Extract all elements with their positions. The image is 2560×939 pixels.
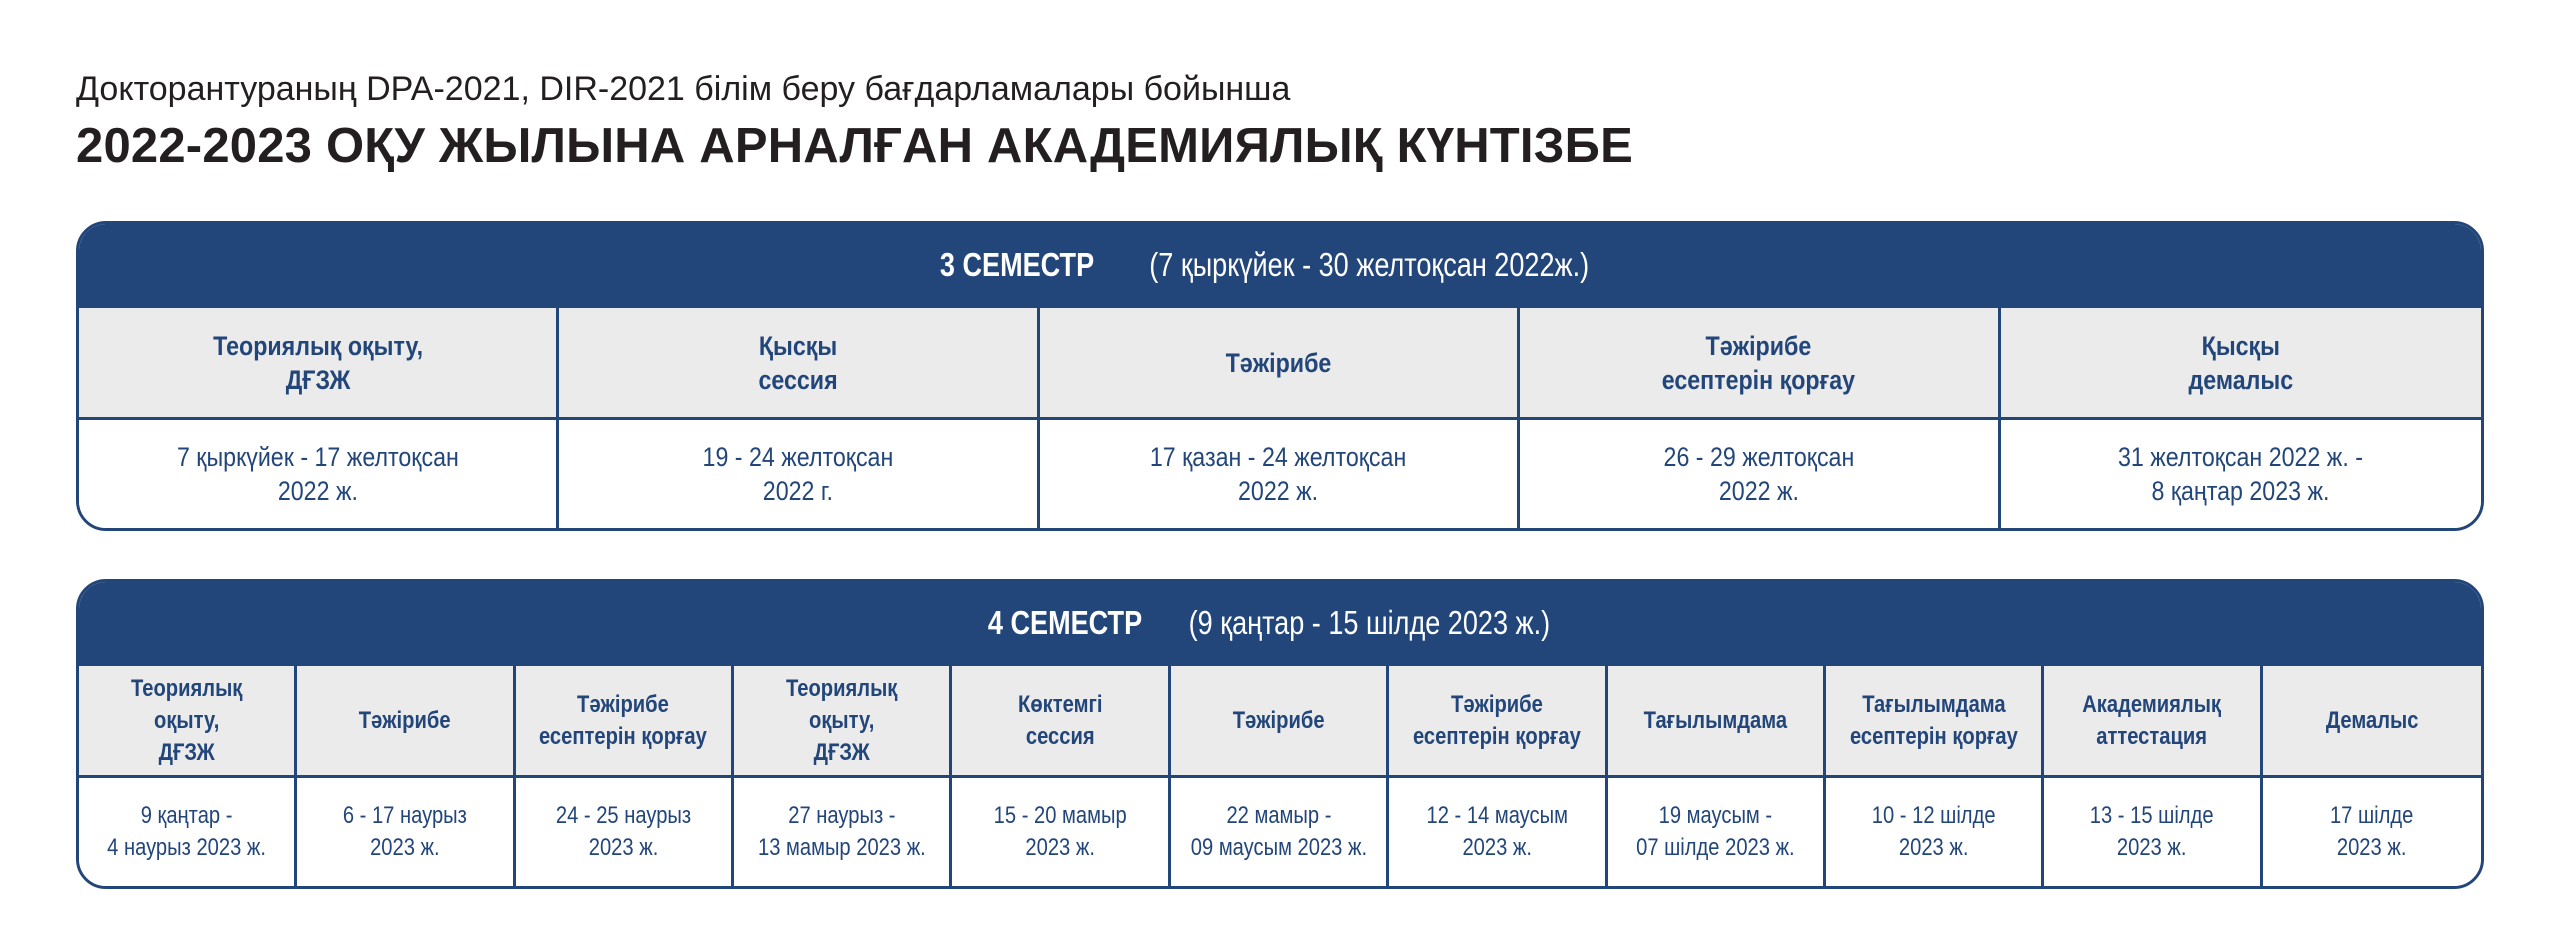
s4-header-text: Тәжірибе <box>359 706 451 734</box>
s3-column-header <box>1040 305 1520 417</box>
s3-header-text: Қысқы демалыс <box>2188 330 2294 395</box>
s4-column-header <box>297 663 515 775</box>
s4-column-header <box>734 663 952 775</box>
s4-header-text: Тәжірибе есептерін қорғау <box>539 690 708 750</box>
s3-column-header <box>1520 305 2000 417</box>
s4-date-cell <box>1389 775 1607 886</box>
s4-date-cell <box>952 775 1170 886</box>
s4-date-text: 22 мамыр - 09 маусым 2023 ж. <box>1190 802 1367 861</box>
s4-header-text: Теориялық оқыту, ДҒЗЖ <box>130 674 243 766</box>
s4-column-header <box>1826 663 2044 775</box>
s3-header-text: Теориялық оқыту, ДҒЗЖ <box>212 330 423 395</box>
s4-date-text: 10 - 12 шілде 2023 ж. <box>1871 802 1996 861</box>
s4-date-text: 24 - 25 наурыз 2023 ж. <box>555 802 692 861</box>
s4-column-header <box>1608 663 1826 775</box>
s3-column-header <box>2001 305 2481 417</box>
s4-date-cell <box>2044 775 2262 886</box>
s4-date-cell <box>2263 775 2481 886</box>
s3-date-cell <box>2001 417 2481 528</box>
s4-date-text: 27 наурыз - 13 мамыр 2023 ж. <box>757 802 926 861</box>
s3-date-text: 7 қыркүйек - 17 желтоқсан 2022 ж. <box>176 442 459 506</box>
s4-date-text: 17 шілде 2023 ж. <box>2330 802 2414 861</box>
s4-header-text: Тағылымдама есептерін қорғау <box>1849 690 2018 750</box>
semester-3-table <box>76 221 2484 531</box>
s3-date-text: 31 желтоқсан 2022 ж. - 8 қаңтар 2023 ж. <box>2118 442 2364 506</box>
s4-date-text: 19 маусым - 07 шілде 2023 ж. <box>1635 802 1795 861</box>
s4-date-text: 13 - 15 шілде 2023 ж. <box>2090 802 2214 861</box>
s4-date-text: 12 - 14 маусым 2023 ж. <box>1426 802 1568 861</box>
semester-3-grid <box>79 305 2481 528</box>
s4-header-text: Тәжірибе есептерін қорғау <box>1412 690 1581 750</box>
s3-header-text: Тәжірибе <box>1225 347 1332 378</box>
s4-header-text: Тәжірибе <box>1232 706 1325 734</box>
s4-date-cell <box>79 775 297 886</box>
s4-column-header <box>2044 663 2262 775</box>
s4-date-cell <box>1171 775 1389 886</box>
s4-date-text: 6 - 17 наурыз 2023 ж. <box>343 802 468 861</box>
s4-date-cell <box>1826 775 2044 886</box>
s4-header-text: Тағылымдама <box>1643 706 1787 734</box>
s4-column-header <box>952 663 1170 775</box>
s4-header-text: Көктемгі сессия <box>1017 690 1103 750</box>
s3-date-cell <box>79 417 559 528</box>
s4-header-text: Теориялық оқыту, ДҒЗЖ <box>786 674 898 766</box>
s3-date-text: 26 - 29 желтоқсан 2022 ж. <box>1663 442 1855 506</box>
semester-4-name: 4 СЕМЕСТР <box>987 603 1142 641</box>
s4-date-cell <box>734 775 952 886</box>
semester-3-header <box>79 224 2481 305</box>
s4-column-header <box>79 663 297 775</box>
s3-column-header <box>79 305 559 417</box>
s3-column-header <box>559 305 1039 417</box>
semester-3-name: 3 СЕМЕСТР <box>939 245 1094 283</box>
s4-date-cell <box>297 775 515 886</box>
semester-4-grid <box>79 663 2481 886</box>
page-title: 2022-2023 ОҚУ ЖЫЛЫНА АРНАЛҒАН АКАДЕМИЯЛЫҚ КҮНТІЗБЕ <box>76 119 1633 173</box>
s4-header-text: Академиялық аттестация <box>2082 690 2222 750</box>
s3-date-text: 19 - 24 желтоқсан 2022 г. <box>702 442 894 506</box>
semester-4-table <box>76 579 2484 889</box>
s4-column-header <box>2263 663 2481 775</box>
s4-column-header <box>1389 663 1607 775</box>
page-subtitle: Докторантураның DPA-2021, DIR-2021 білім беру бағдарламалары бойынша <box>76 70 1291 108</box>
semester-3-range: (7 қыркүйек - 30 желтоқсан 2022ж.) <box>1149 245 1589 283</box>
s3-date-cell <box>1040 417 1520 528</box>
semester-4-header <box>79 582 2481 663</box>
s3-date-text: 17 қазан - 24 желтоқсан 2022 ж. <box>1150 442 1407 506</box>
semester-4-range: (9 қаңтар - 15 шілде 2023 ж.) <box>1188 603 1550 641</box>
s3-date-cell <box>1520 417 2000 528</box>
s4-date-text: 9 қаңтар - 4 наурыз 2023 ж. <box>107 802 267 861</box>
s4-date-cell <box>1608 775 1826 886</box>
s4-date-cell <box>516 775 734 886</box>
s3-date-cell <box>559 417 1039 528</box>
s4-date-text: 15 - 20 мамыр 2023 ж. <box>993 802 1127 861</box>
s4-column-header <box>1171 663 1389 775</box>
s3-header-text: Тәжірибе есептерін қорғау <box>1662 330 1856 395</box>
s4-header-text: Демалыс <box>2325 706 2419 734</box>
s4-column-header <box>516 663 734 775</box>
s3-header-text: Қысқы сессия <box>758 330 838 395</box>
